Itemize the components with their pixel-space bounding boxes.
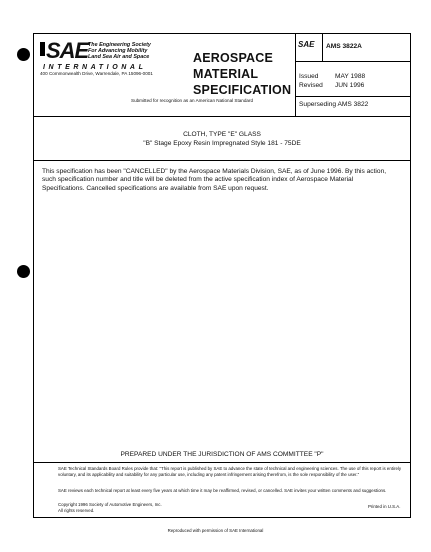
document-type-title: AEROSPACE MATERIAL SPECIFICATION bbox=[193, 51, 292, 97]
sae-logo: SAE bbox=[46, 38, 89, 63]
ansi-submission-note: Submitted for recognition as an American National Standard bbox=[131, 98, 254, 103]
issued-date: MAY 1988 bbox=[335, 73, 366, 80]
spec-number-rule bbox=[295, 61, 411, 62]
title-bottom-rule bbox=[33, 160, 411, 161]
punch-hole-top bbox=[17, 48, 30, 61]
footer-note-rules: SAE Technical Standards Board Rules provide that: "This report is published by SAE to advance the state of technical and engineering sciences. The use of this report is entirely voluntary, and its applicability and suitability for any particular use, including any patent infringement arising therefrom, is the sole responsibility of the user." bbox=[58, 466, 402, 477]
header-bottom-rule bbox=[33, 116, 411, 117]
revised-date: JUN 1996 bbox=[335, 82, 365, 89]
superseding-note: Superseding AMS 3822 bbox=[299, 101, 369, 108]
cancellation-notice: This specification has been "CANCELLED" by the Aerospace Materials Division, SAE, as of June 1996. By this action, such specification number and title will be deleted from the active specification index of Aerospace Material Specifications. Cancelled specifications are available from SAE upon request. bbox=[42, 168, 387, 192]
sae-international: INTERNATIONAL bbox=[43, 64, 147, 71]
sae-tagline: The Engineering Society For Advancing Mobility Land Sea Air and Space bbox=[88, 42, 151, 60]
spec-number: AMS 3822A bbox=[326, 43, 362, 50]
material-title: CLOTH, TYPE "E" GLASS bbox=[183, 131, 261, 138]
reproduction-line: Reproduced with permission of SAE International bbox=[167, 528, 264, 533]
material-subtitle: "B" Stage Epoxy Resin Impregnated Style 181 - 75DE bbox=[143, 140, 301, 147]
copyright: Copyright 1996 Society of Automotive Engineers, Inc. bbox=[58, 502, 162, 507]
issued-label: Issued bbox=[299, 73, 319, 80]
committee-line: PREPARED UNDER THE JURISDICTION OF AMS COMMITTEE "P" bbox=[120, 451, 324, 458]
rights-reserved: All rights reserved. bbox=[58, 508, 95, 513]
punch-hole-middle bbox=[17, 265, 30, 278]
sae-logo-bar bbox=[40, 42, 45, 56]
footer-note-review: SAE reviews each technical report at least every five years at which time it may be reaffirmed, revised, or cancelled. SAE invites your written comments and suggestions. bbox=[58, 488, 387, 493]
footer-rule bbox=[33, 462, 411, 463]
sae-address: 400 Commonwealth Drive, Warrendale, PA 15096-0001 bbox=[40, 71, 153, 76]
logo-box-divider bbox=[322, 33, 323, 61]
revised-label: Revised bbox=[299, 82, 323, 89]
header-divider bbox=[295, 33, 296, 116]
printed-in: Printed in U.S.A. bbox=[368, 504, 401, 509]
superseding-rule bbox=[295, 96, 411, 97]
sae-small-logo: SAE bbox=[298, 40, 315, 49]
